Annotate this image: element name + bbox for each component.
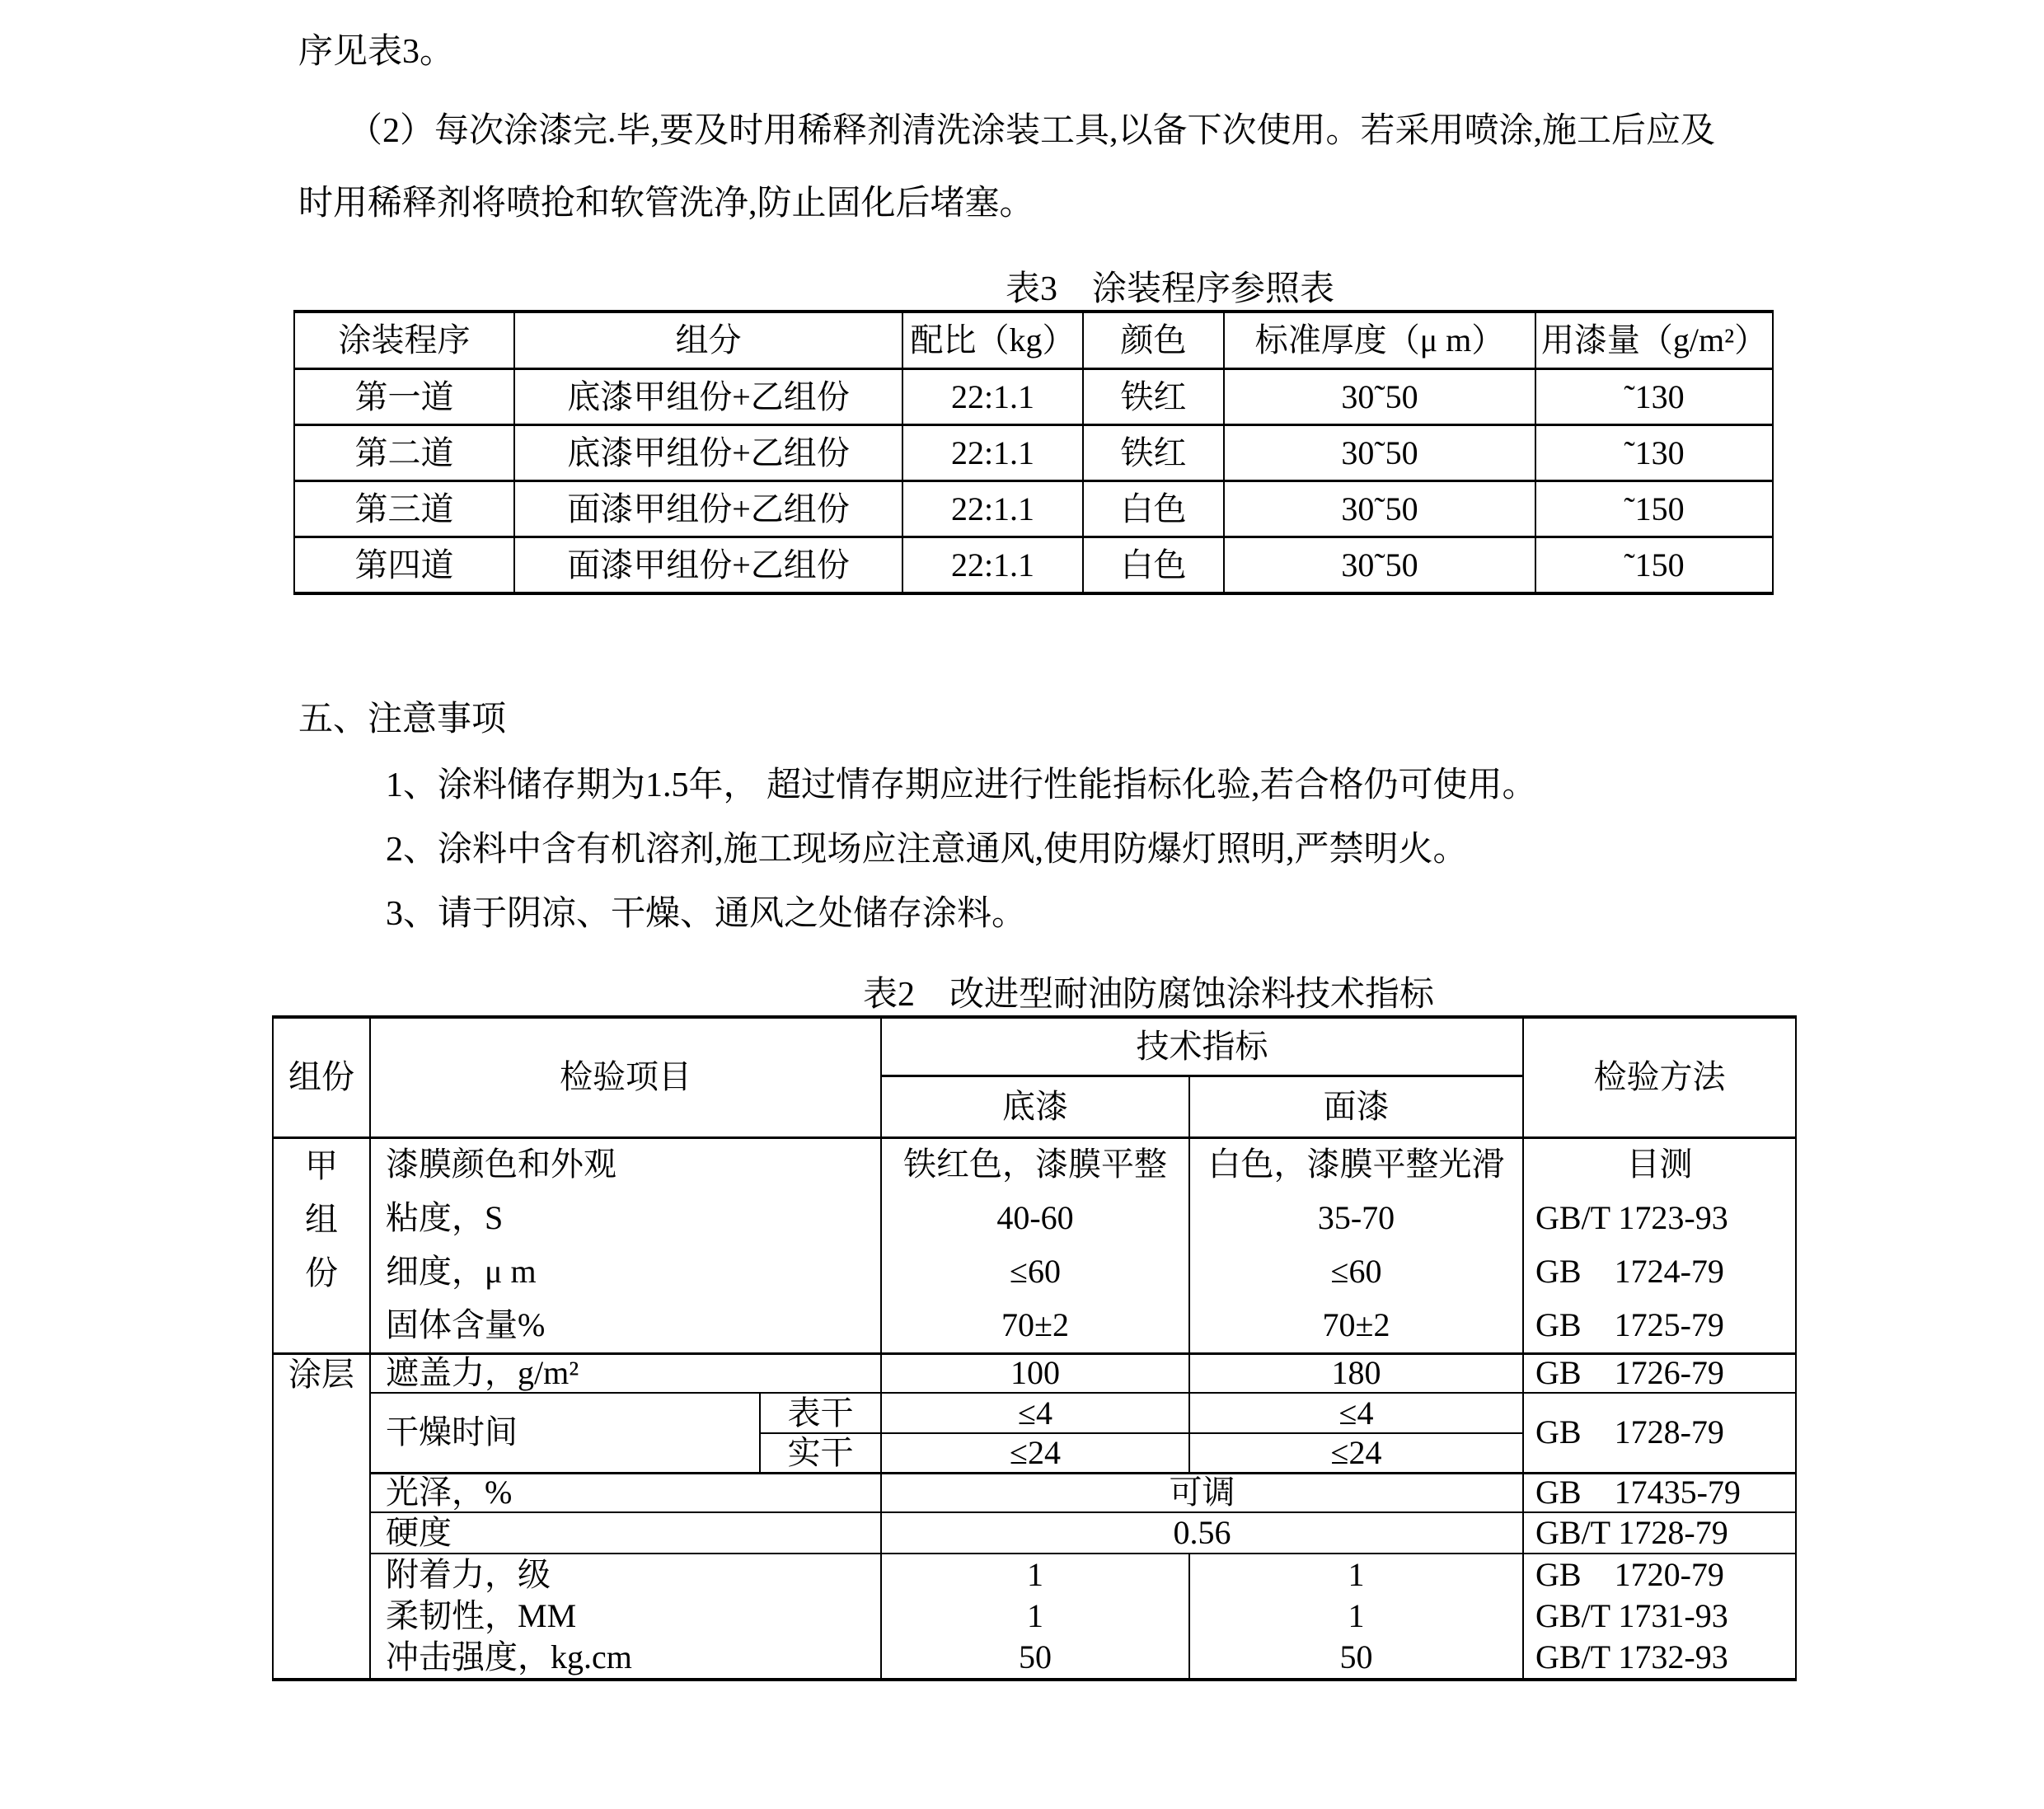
primer-value: 100 xyxy=(881,1353,1189,1393)
table3-cell: 30˜50 xyxy=(1224,481,1535,537)
table2-row-mechanical xyxy=(273,1554,1796,1680)
group-b-label: 涂层 xyxy=(288,1355,354,1393)
table2-header-group: 组份 xyxy=(273,1017,370,1137)
table3-row-3 xyxy=(294,481,1773,537)
group-a-char-2: 组 xyxy=(305,1200,338,1238)
topcoat-value: 50 xyxy=(1339,1638,1373,1675)
topcoat-value: ≤60 xyxy=(1189,1244,1523,1299)
dry-sub-label: 表干 xyxy=(760,1393,881,1433)
item-label: 冲击强度，kg.cm xyxy=(386,1638,632,1675)
table3-cell: 第四道 xyxy=(294,537,514,594)
table2-row-solids xyxy=(273,1299,1796,1353)
table3-cell: ˜150 xyxy=(1535,537,1773,594)
table2-header-tech: 技术指标 xyxy=(881,1017,1523,1076)
table3-cell: 22:1.1 xyxy=(902,425,1083,481)
primer-value: 1 xyxy=(1027,1597,1043,1634)
topcoat-value: 1 xyxy=(1348,1556,1365,1593)
item-label: 漆膜颜色和外观 xyxy=(370,1137,881,1191)
table3-cell: 面漆甲组份+乙组份 xyxy=(514,537,902,594)
gloss-value: 可调 xyxy=(881,1473,1523,1512)
group-a-char-3: 份 xyxy=(305,1254,338,1291)
item-label: 粘度，S xyxy=(370,1191,881,1244)
table3-header-color: 颜色 xyxy=(1083,312,1224,369)
method-value: GB/T 1731-93 xyxy=(1535,1597,1728,1634)
item-label-group xyxy=(370,1554,881,1680)
method-value: GB/T 1732-93 xyxy=(1535,1638,1728,1675)
table3-header-amount: 用漆量（g/m²） xyxy=(1535,312,1773,369)
primer-value: ≤24 xyxy=(881,1433,1189,1473)
primer-value: 铁红色，漆膜平整 xyxy=(881,1137,1189,1191)
table2-row-dry-surface xyxy=(273,1393,1796,1433)
table3-cell: 22:1.1 xyxy=(902,537,1083,594)
table2-header-primer: 底漆 xyxy=(881,1076,1189,1137)
item-label: 硬度 xyxy=(370,1512,881,1554)
primer-value: 1 xyxy=(1027,1556,1043,1593)
topcoat-value: 180 xyxy=(1189,1353,1523,1393)
table3-cell: 第三道 xyxy=(294,481,514,537)
table2-technical-specs xyxy=(272,1015,1797,1681)
method-value: GB/T 1728-79 xyxy=(1523,1512,1796,1554)
method-value: GB 1725-79 xyxy=(1523,1299,1796,1353)
table3-row-4 xyxy=(294,537,1773,594)
dry-time-label: 干燥时间 xyxy=(370,1393,760,1473)
group-a-char-1: 甲 xyxy=(305,1146,338,1184)
method-value: GB 17435-79 xyxy=(1523,1473,1796,1512)
notes-heading: 五、注意事项 xyxy=(298,701,507,738)
topcoat-value: 1 xyxy=(1348,1597,1365,1634)
topcoat-value: ≤4 xyxy=(1189,1393,1523,1433)
table3-cell: 22:1.1 xyxy=(902,481,1083,537)
method-value: GB 1720-79 xyxy=(1535,1556,1724,1593)
table3-header-component: 组分 xyxy=(514,312,902,369)
table2-header-item: 检验项目 xyxy=(370,1017,881,1137)
table3-cell: 底漆甲组份+乙组份 xyxy=(514,425,902,481)
table3-cell: 面漆甲组份+乙组份 xyxy=(514,481,902,537)
item-label: 固体含量% xyxy=(370,1299,881,1353)
note-item-2: 2、涂料中含有机溶剂,施工现场应注意通风,使用防爆灯照明,严禁明火。 xyxy=(386,831,1468,869)
table3-cell: 第一道 xyxy=(294,369,514,425)
primer-value: 70±2 xyxy=(881,1299,1189,1353)
table2-row-gloss xyxy=(273,1473,1796,1512)
topcoat-value: ≤24 xyxy=(1189,1433,1523,1473)
table2-header-row-1 xyxy=(273,1017,1796,1076)
topcoat-value: 白色，漆膜平整光滑 xyxy=(1189,1137,1523,1191)
dry-sub-label: 实干 xyxy=(760,1433,881,1473)
hardness-value: 0.56 xyxy=(881,1512,1523,1554)
method-value: GB 1728-79 xyxy=(1523,1393,1796,1473)
table3-cell: 第二道 xyxy=(294,425,514,481)
primer-value: 40-60 xyxy=(881,1191,1189,1244)
table2-row-hardness xyxy=(273,1512,1796,1554)
table2-group-a xyxy=(273,1137,370,1353)
table3-header-procedure: 涂装程序 xyxy=(294,312,514,369)
table3-cell: 铁红 xyxy=(1083,425,1224,481)
table2-row-fineness xyxy=(273,1244,1796,1299)
table3-header-ratio: 配比（kg） xyxy=(902,312,1083,369)
table3-cell: ˜130 xyxy=(1535,369,1773,425)
primer-value-group xyxy=(881,1554,1189,1680)
table3-cell: 白色 xyxy=(1083,537,1224,594)
intro-line: 序见表3。 xyxy=(298,33,455,71)
item-label: 细度，μ m xyxy=(370,1244,881,1299)
table3-caption: 表3 涂装程序参照表 xyxy=(1006,270,1335,308)
table3-row-2 xyxy=(294,425,1773,481)
table2-header-method: 检验方法 xyxy=(1523,1017,1796,1137)
method-value: GB/T 1723-93 xyxy=(1523,1191,1796,1244)
note-item-1: 1、涂料储存期为1.5年， 超过情存期应进行性能指标化验,若合格仍可使用。 xyxy=(386,766,1537,804)
primer-value: ≤60 xyxy=(881,1244,1189,1299)
method-value-group xyxy=(1523,1554,1796,1680)
topcoat-value-group xyxy=(1189,1554,1523,1680)
table3-cell: ˜150 xyxy=(1535,481,1773,537)
paragraph-line-1: （2）每次涂漆完.毕,要及时用稀释剂清洗涂装工具,以备下次使用。若采用喷涂,施工后应及 xyxy=(348,112,1716,150)
table3-cell: 30˜50 xyxy=(1224,369,1535,425)
table3-row-1 xyxy=(294,369,1773,425)
table2-row-film-color xyxy=(273,1137,1796,1191)
topcoat-value: 35-70 xyxy=(1189,1191,1523,1244)
table3-cell: 30˜50 xyxy=(1224,425,1535,481)
table2-group-b xyxy=(273,1353,370,1680)
table3-header-row xyxy=(294,312,1773,369)
primer-value: ≤4 xyxy=(881,1393,1189,1433)
method-value: GB 1724-79 xyxy=(1523,1244,1796,1299)
item-label: 遮盖力，g/m² xyxy=(370,1353,881,1393)
table3-header-thickness: 标准厚度（μ m） xyxy=(1224,312,1535,369)
method-value: GB 1726-79 xyxy=(1523,1353,1796,1393)
item-label: 附着力，级 xyxy=(386,1556,551,1593)
table3-cell: 底漆甲组份+乙组份 xyxy=(514,369,902,425)
table3-cell: 30˜50 xyxy=(1224,537,1535,594)
table2-header-topcoat: 面漆 xyxy=(1189,1076,1523,1137)
table3-cell: 白色 xyxy=(1083,481,1224,537)
table2-caption: 表2 改进型耐油防腐蚀涂料技术指标 xyxy=(863,976,1435,1014)
table2-row-viscosity xyxy=(273,1191,1796,1244)
table3-cell: 22:1.1 xyxy=(902,369,1083,425)
table2-row-coverage xyxy=(273,1353,1796,1393)
table3-cell: ˜130 xyxy=(1535,425,1773,481)
primer-value: 50 xyxy=(1019,1638,1052,1675)
method-value: 目测 xyxy=(1523,1137,1796,1191)
paragraph-line-2: 时用稀释剂将喷抢和软管洗净,防止固化后堵塞。 xyxy=(298,185,1034,223)
table3-cell: 铁红 xyxy=(1083,369,1224,425)
item-label: 柔韧性，MM xyxy=(386,1597,577,1634)
note-item-3: 3、请于阴凉、干燥、通风之处储存涂料。 xyxy=(386,895,1027,933)
topcoat-value: 70±2 xyxy=(1189,1299,1523,1353)
table3-coating-procedure xyxy=(293,310,1774,595)
item-label: 光泽，% xyxy=(370,1473,881,1512)
